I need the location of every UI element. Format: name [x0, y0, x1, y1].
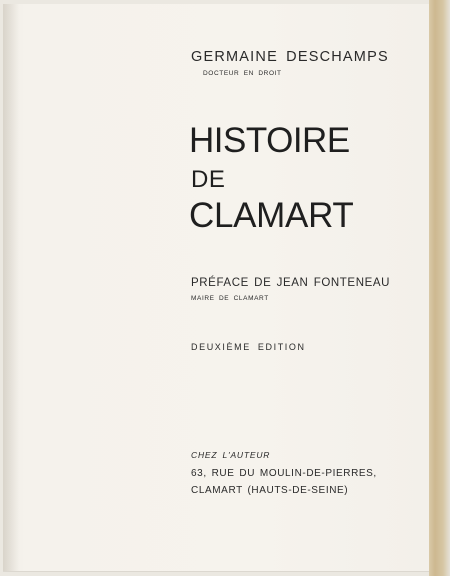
publisher-line: CHEZ L'AUTEUR — [191, 450, 271, 460]
book-title-line-2: DE — [191, 166, 226, 193]
page-edge — [429, 0, 450, 576]
author-title: DOCTEUR EN DROIT — [203, 70, 282, 77]
book-title-line-1: HISTOIRE — [189, 121, 350, 160]
book-title-line-3: CLAMART — [189, 196, 354, 235]
author-name: GERMAINE DESCHAMPS — [191, 49, 389, 65]
preface-credit: PRÉFACE DE JEAN FONTENEAU — [191, 277, 391, 289]
preface-author-role: MAIRE DE CLAMART — [191, 295, 269, 302]
address-line-1: 63, RUE DU MOULIN-DE-PIERRES, — [191, 468, 377, 479]
address-line-2: CLAMART (HAUTS-DE-SEINE) — [191, 485, 349, 496]
edition-label: DEUXIÈME EDITION — [191, 342, 306, 352]
title-page — [3, 4, 429, 571]
